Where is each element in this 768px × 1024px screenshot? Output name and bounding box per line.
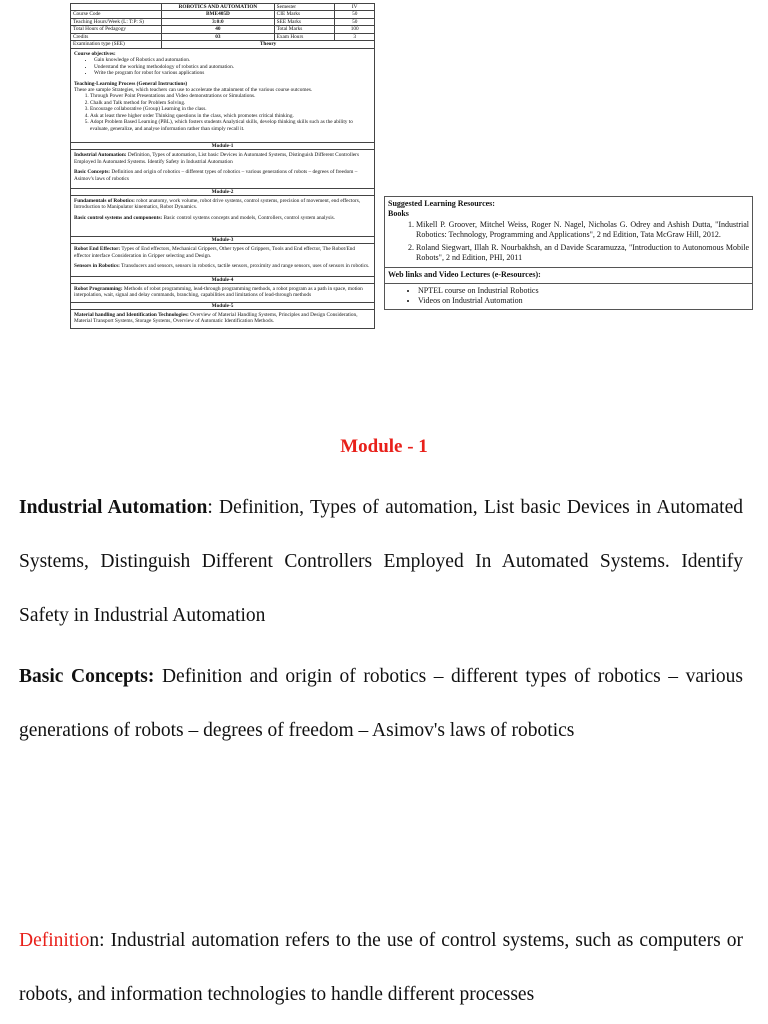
topic-title: Sensors in Robotics: (74, 263, 120, 270)
module-1-heading: Module-1 (70, 143, 375, 150)
resources-books-section (385, 197, 752, 268)
web-links-heading-row (385, 268, 752, 283)
paragraph-text: : Definition, Types of automation, List basic Devices in Automated Systems, Distinguish Different Controllers Employed In Automated Systems. Identify Safety in Industrial Automation (19, 497, 743, 626)
tlp-item: 1. Through Power Point Presentations and Video demonstrations or Simulations. (90, 93, 371, 99)
tlp-intro: These are sample Strategies, which teachers can use to accelerate the attainment of the various course outcomes. (74, 86, 313, 93)
paragraph-text: n: Industrial automation refers to the use of control systems, such as computers or robots, and information technologies to handle different processes (19, 930, 743, 1005)
definition-paragraph (19, 914, 743, 1022)
tlp-heading: Teaching-Learning Process (General Instructions) (74, 80, 188, 87)
industrial-automation-paragraph (19, 481, 743, 643)
topic-title: Material handling and Identification Technologies: (74, 311, 189, 318)
module-3-heading: Module-3 (70, 237, 375, 244)
objective-item: • Gain knowledge of Robotics and automation. (94, 57, 371, 63)
basic-concepts-paragraph (19, 650, 743, 758)
web-links-list (388, 286, 749, 307)
syllabus-sheet (70, 3, 375, 329)
topic-title: Basic control systems and components: (74, 214, 163, 221)
semester-value: IV (335, 4, 375, 11)
definition-term: Definitio (19, 930, 90, 951)
resources-heading: Suggested Learning Resources: (388, 199, 495, 208)
web-links-section (385, 284, 752, 309)
topic-text: Types of End effectors, Mechanical Grippers, Other types of Grippers, Tools and End effector, The Robot/End effector interface Consideration in Gripper selecting and Design. (74, 246, 355, 259)
web-link-item: • Videos on Industrial Automation (418, 296, 749, 306)
info-value: 40 (162, 26, 274, 33)
marks-label: Exam Hours (274, 33, 335, 40)
tlp-item: 4. Ask at least three higher order Thinking questions in the class, which promotes critical thinking. (90, 113, 371, 119)
exam-type-label: Examination type (SEE) (71, 41, 162, 48)
topic-text: Transducers and sensors, sensors in robotics, tactile sensors, proximity and range sensors, uses of sensors in robotics. (119, 263, 370, 270)
objectives-list (74, 57, 371, 76)
topic-text: Overview of Material Handling Systems, Principles and Design Consideration, Material Transport Systems, Storage Systems, Overview of Automatic Identification Methods. (74, 311, 358, 325)
tlp-item: 3. Encourage collaborative (Group) Learning in the class. (90, 106, 371, 112)
topic-title: Industrial Automation: (74, 152, 127, 159)
info-value: 3:0:0 (162, 18, 274, 25)
marks-label: SEE Marks (274, 18, 335, 25)
info-value: 03 (162, 33, 274, 40)
module-4-content (70, 284, 375, 303)
books-list (388, 220, 749, 264)
topic-title: Basic Concepts: (74, 169, 111, 176)
info-value: BME405D (162, 11, 274, 18)
topic-text: Definition and origin of robotics – different types of robotics – various generations of robots – degrees of freedom – Asimov's laws of robotics (74, 169, 358, 182)
topic-title: Fundamentals of Robotics: (74, 197, 135, 204)
semester-label: Semester (274, 4, 335, 11)
objectives-heading: Course objectives: (74, 50, 116, 57)
marks-label: CIE Marks (274, 11, 335, 18)
topic-title: Robot Programming: (74, 285, 123, 292)
marks-value: 50 (335, 18, 375, 25)
module-5-heading: Module-5 (70, 303, 375, 310)
book-item: 1. Mikell P. Groover, Mitchel Weiss, Roger N. Nagel, Nicholas G. Odrey and Ashish Dutta, "Industrial Robotics: Technology, Programming and Applications", 2 nd Edition, Tata McGraw Hill, 2012. (416, 220, 749, 241)
info-label: Course Code (71, 11, 162, 18)
paragraph-bold-term: Industrial Automation (19, 497, 208, 518)
tlp-item: 2. Chalk and Talk method for Problem Solving. (90, 100, 371, 106)
topic-text: robot anatomy, work volume, robot drive systems, control systems, precision of movement, end effectors, Introduction to Manipulator kinematics, Robot Dynamics. (74, 197, 361, 211)
objective-item: • Understand the working methodology of robotics and automation. (94, 64, 371, 70)
course-info-table (70, 3, 375, 49)
paragraph-text: Definition and origin of robotics – different types of robotics – various generations of robots – degrees of freedom – Asimov's laws of robotics (19, 666, 743, 741)
marks-value: 100 (335, 26, 375, 33)
marks-label: Total Marks (274, 26, 335, 33)
module-3-content (70, 244, 375, 276)
learning-resources-box (384, 196, 753, 310)
marks-value: 3 (335, 33, 375, 40)
topic-text: Definition, Types of automation, List basic Devices in Automated Systems, Distinguish Different Controllers Employed In Automated Systems. Identify Safety in Industrial Automation (74, 152, 360, 165)
module-2-content (70, 196, 375, 237)
info-label: Total Hours of Pedagogy (71, 26, 162, 33)
info-label: Teaching Hours/Week (L: T:P: S) (71, 18, 162, 25)
info-label: Credits (71, 33, 162, 40)
books-heading: Books (388, 209, 409, 219)
paragraph-bold-term: Basic Concepts: (19, 666, 155, 687)
web-link-item: • NPTEL course on Industrial Robotics (418, 286, 749, 296)
course-title: ROBOTICS AND AUTOMATION (162, 4, 274, 11)
objective-item: • Write the program for robot for various applications (94, 70, 371, 76)
course-objectives-section (70, 49, 375, 143)
module-title: Module - 1 (340, 436, 428, 457)
tlp-item: 5. Adopt Problem Based Learning (PBL), which fosters students Analytical skills, develop thinking skills such as the ability to evaluate, generalize, and analyse information rather than simply recall it. (90, 119, 371, 132)
book-item: 2. Roland Siegwart, Illah R. Nourbakhsh, an d Davide Scaramuzza, "Introduction to Autonomous Mobile Robots", 2 nd Edition, PHI, 2011 (416, 243, 749, 264)
tlp-list (74, 93, 371, 132)
module-1-content (70, 150, 375, 189)
module-5-content (70, 310, 375, 329)
topic-text: Methods of robot programming, lead-through programming methods, a robot program as a path in space, motion interpolation, wait, signal and delay commands, branching, capabilities and limitations of lead-through methods (74, 285, 363, 299)
web-links-heading: Web links and Video Lectures (e-Resources): (388, 270, 541, 280)
module-2-heading: Module-2 (70, 189, 375, 196)
exam-type-value: Theory (162, 41, 375, 48)
module-4-heading: Module-4 (70, 277, 375, 284)
topic-text: Basic control systems concepts and models, Controllers, control system analysis. (162, 214, 336, 221)
topic-title: Robot End Effector: (74, 246, 121, 253)
marks-value: 50 (335, 11, 375, 18)
